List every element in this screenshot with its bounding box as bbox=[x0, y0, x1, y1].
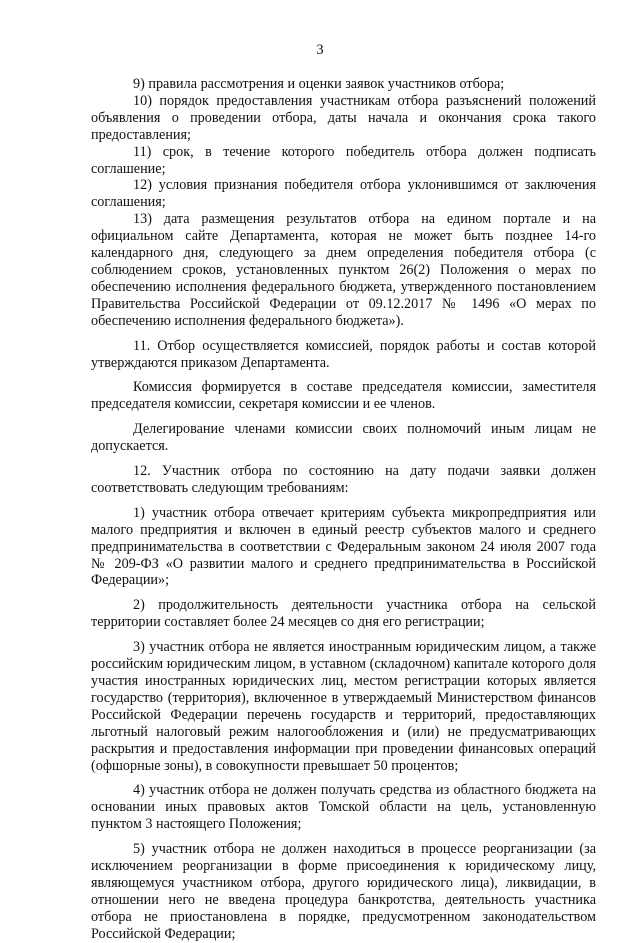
paragraph-requirement-3: 3) участник отбора не является иностранным юридическим лицом, а также российским юридическим лицом, в уставном (складочном) капитале которого доля участия иностранных юридических лиц, местом регистрации которых является государство (территория), включенное в утверждаемый Министерством финансов Российской Федерации перечень государств и территорий, предоставляющих льготный налоговый режим налогообложения и (или) не предусматривающих раскрытия и предоставления информации при проведении финансовых операций (офшорные зоны), в совокупности превышает 50 процентов; bbox=[91, 639, 596, 774]
paragraph-commission: Комиссия формируется в составе председателя комиссии, заместителя председателя комиссии, секретаря комиссии и ее членов. bbox=[91, 379, 596, 413]
paragraph-item-9: 9) правила рассмотрения и оценки заявок участников отбора; bbox=[133, 76, 505, 92]
paragraph-clause-12: 12. Участник отбора по состоянию на дату подачи заявки должен соответствовать следующим требованиям: bbox=[91, 463, 596, 496]
paragraph-delegation: Делегирование членами комиссии своих полномочий иным лицам не допускается. bbox=[91, 421, 596, 455]
paragraph-item-12: 12) условия признания победителя отбора уклонившимся от заключения соглашения; bbox=[91, 177, 596, 211]
paragraph-item-10: 10) порядок предоставления участникам отбора разъяснений положений объявления о проведении отбора, даты начала и окончания срока такого предоставления; bbox=[91, 92, 596, 143]
paragraph-requirement-2: 2) продолжительность деятельности участника отбора на сельской территории составляет более 24 месяцев со дня его регистрации; bbox=[91, 597, 596, 631]
paragraph-requirement-5: 5) участник отбора не должен находиться в процессе реорганизации (за исключением реорганизации в форме присоединения к юридическому лицу, являющемуся участником отбора, другого юридического лица), ликвидации, в отношении него не введена процедура банкротства, деятельность участника отбора не приостановлена в порядке, предусмотренном законодательством Российской Федерации; bbox=[91, 841, 596, 942]
document-body bbox=[91, 76, 596, 943]
paragraph-item-11: 11) срок, в течение которого победитель отбора должен подписать соглашение; bbox=[91, 143, 596, 177]
paragraph-item-13: 13) дата размещения результатов отбора на едином портале и на официальном сайте Департамента, которая не может быть позднее 14-го календарного дня, следующего за днем определения победителя отбора (с соблюдением сроков, установленных пунктом 26(2) Положения о мерах по обеспечению исполнения федерального бюджета, утвержденного постановлением Правительства Российской Федерации от 09.12.2017 № 1496 «О мерах по обеспечению исполнения федерального бюджета»). bbox=[91, 211, 596, 329]
paragraph-clause-11: 11. Отбор осуществляется комиссией, порядок работы и состав которой утверждаются приказом Департамента. bbox=[91, 337, 596, 371]
paragraph-requirement-1: 1) участник отбора отвечает критериям субъекта микропредприятия или малого предприятия и включен в единый реестр субъектов малого и среднего предпринимательства в соответствии с Федеральным законом 24 июля 2007 года № 209-ФЗ «О развитии малого и среднего предпринимательства в Российской Федерации»; bbox=[91, 504, 596, 589]
page-number: 3 bbox=[316, 42, 324, 58]
paragraph-requirement-4: 4) участник отбора не должен получать средства из областного бюджета на основании иных правовых актов Томской области на цель, установленную пунктом 3 настоящего Положения; bbox=[91, 782, 596, 833]
